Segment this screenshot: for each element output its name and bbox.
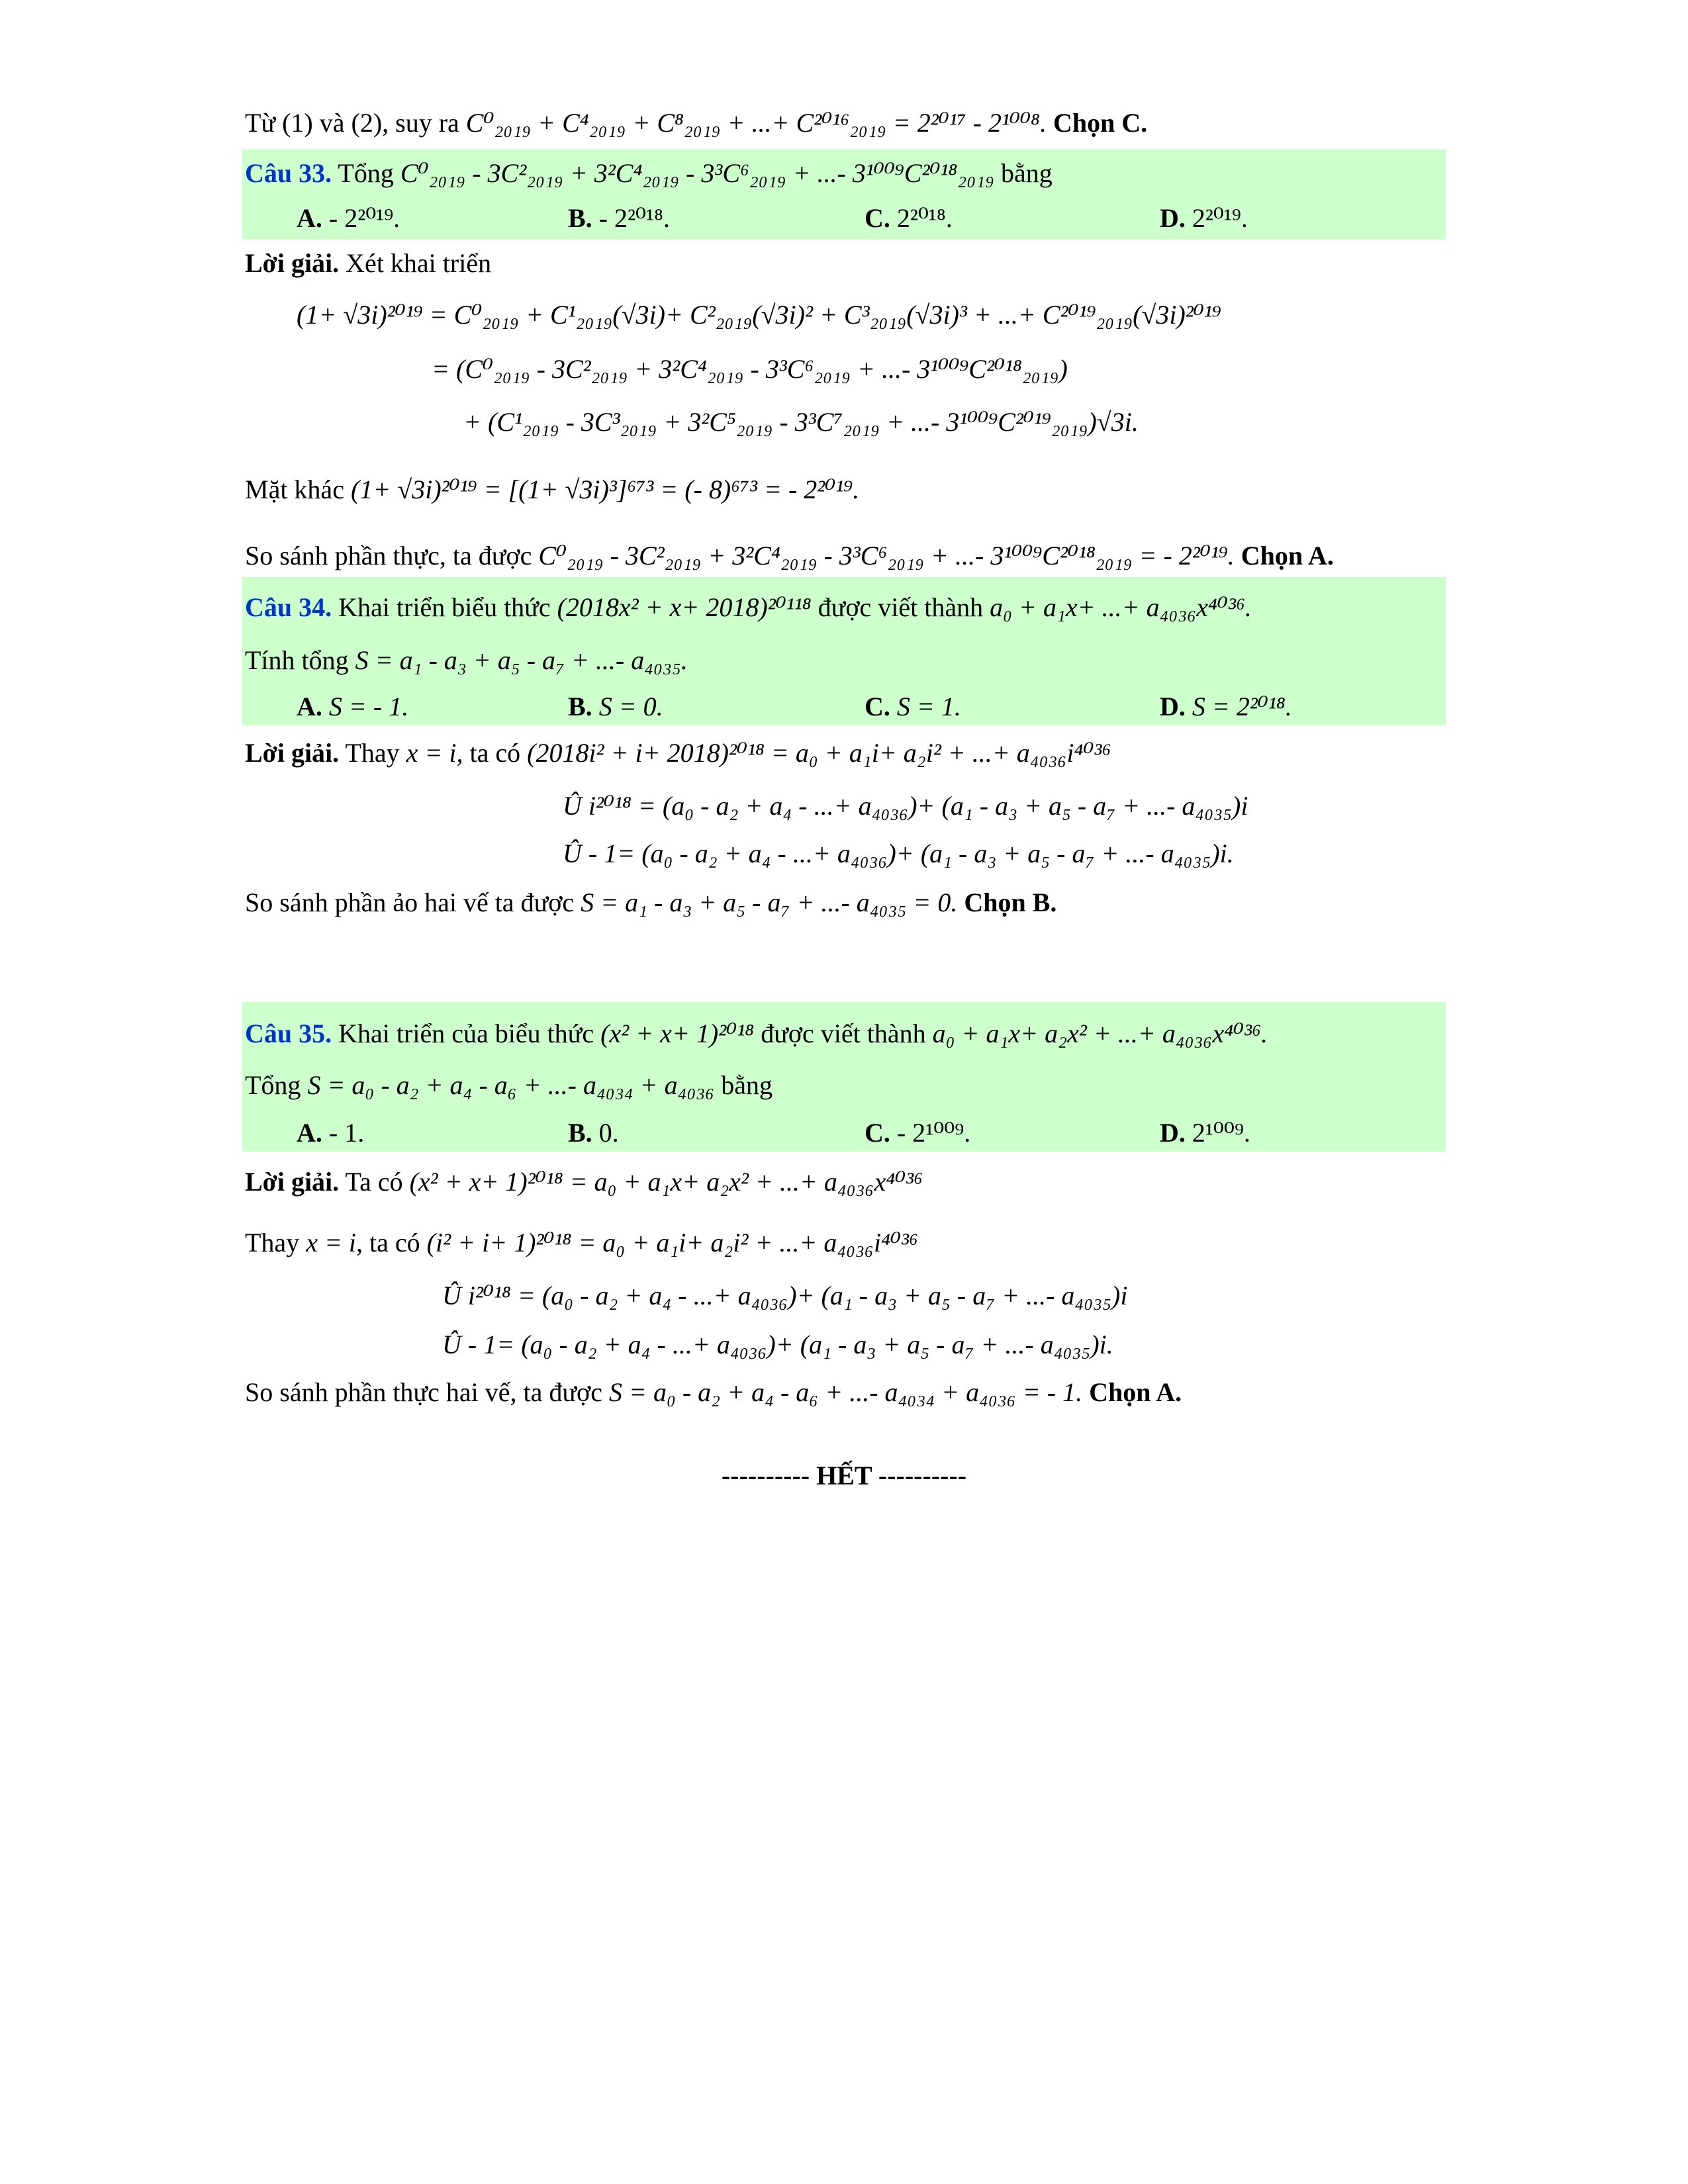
- q35-solution-line1: [245, 1163, 923, 1201]
- q33-compare: [245, 537, 1334, 574]
- q35-eq3: Û - 1= (a₀ - a₂ + a₄ - ...+ a₄₀₃₆)+ (a₁ - a₃ + a₅ - a₇ + ...- a₄₀₃₅)i.: [442, 1330, 1113, 1359]
- intro-lead: Từ (1) và (2), suy ra: [245, 108, 459, 138]
- q33-other: [245, 471, 859, 508]
- q34-mid: được viết thành: [818, 592, 984, 622]
- option-label: B.: [568, 1118, 592, 1148]
- q33-math: C⁰₂₀₁₉ - 3C²₂₀₁₉ + 3²C⁴₂₀₁₉ - 3³C⁶₂₀₁₉ + ...- 3¹⁰⁰⁹C²⁰¹⁸₂₀₁₉: [400, 158, 995, 188]
- q33-label: Câu 33.: [245, 158, 332, 188]
- other-lead: Mặt khác: [245, 475, 344, 504]
- compare-answer: Chọn A.: [1241, 541, 1334, 570]
- option-label: A.: [297, 203, 322, 233]
- end-marker: ---------- HẾT ----------: [721, 1461, 967, 1490]
- q34-eq3: Û - 1= (a₀ - a₂ + a₄ - ...+ a₄₀₃₆)+ (a₁ - a₃ + a₅ - a₇ + ...- a₄₀₃₅)i.: [563, 839, 1234, 868]
- solution-lead: Thay: [345, 738, 400, 768]
- compare-lead: So sánh phần ảo hai vế ta được: [245, 887, 575, 917]
- compare-lead: So sánh phần thực hai vế, ta được: [245, 1377, 602, 1407]
- q34-stem-text: Khai triển biểu thức: [338, 592, 551, 622]
- q34-stem: [245, 589, 1252, 626]
- intro-line: [245, 105, 1147, 142]
- option-value: - 2¹⁰⁰⁹.: [896, 1118, 971, 1148]
- solution-label: Lời giải.: [245, 738, 340, 768]
- option-value: S = 1.: [896, 692, 961, 721]
- option-label: C.: [865, 692, 890, 721]
- solution-sub-mid: ta có: [369, 1228, 420, 1257]
- option-value: S = - 1.: [328, 692, 409, 721]
- q33-stem-text: Tổng: [338, 158, 394, 188]
- q33-option-c[interactable]: [865, 200, 953, 237]
- solution-sub-lead: Thay: [245, 1228, 300, 1257]
- option-value: - 2²⁰¹⁹.: [328, 203, 400, 233]
- q34-option-c[interactable]: [865, 688, 961, 725]
- option-label: C.: [865, 1118, 890, 1148]
- q34-option-b[interactable]: [568, 688, 663, 725]
- q35-option-d[interactable]: [1160, 1115, 1250, 1152]
- q35-line2: [245, 1067, 773, 1104]
- q34-poly: a₀ + a₁x+ ...+ a₄₀₃₆x⁴⁰³⁶.: [990, 592, 1252, 622]
- solution-sub: x = i,: [406, 738, 463, 768]
- option-value: S = 0.: [598, 692, 663, 721]
- compare-answer: Chọn A.: [1089, 1377, 1182, 1407]
- solution-intro: Xét khai triển: [346, 248, 492, 278]
- q33-option-d[interactable]: [1160, 200, 1248, 237]
- q33-option-a[interactable]: [297, 200, 400, 237]
- q34-line2-math: S = a₁ - a₃ + a₅ - a₇ + ...- a₄₀₃₅.: [355, 645, 688, 675]
- q34-line2: [245, 642, 688, 679]
- q35-solution-line2: [245, 1224, 918, 1261]
- q35-poly: a₀ + a₁x+ a₂x² + ...+ a₄₀₃₆x⁴⁰³⁶.: [932, 1019, 1268, 1048]
- option-label: A.: [297, 1118, 322, 1148]
- option-label: D.: [1160, 1118, 1186, 1148]
- solution-eq1: (2018i² + i+ 2018)²⁰¹⁸ = a₀ + a₁i+ a₂i² + ...+ a₄₀₃₆i⁴⁰³⁶: [527, 738, 1111, 768]
- q35-line2-lead: Tổng: [245, 1070, 301, 1100]
- compare-lead: So sánh phần thực, ta được: [245, 541, 532, 570]
- q35-option-a[interactable]: [297, 1115, 364, 1152]
- option-label: D.: [1160, 203, 1186, 233]
- compare-math: S = a₀ - a₂ + a₄ - a₆ + ...- a₄₀₃₄ + a₄₀₃₆ = - 1.: [608, 1377, 1083, 1407]
- intro-math: C⁰₂₀₁₉ + C⁴₂₀₁₉ + C⁸₂₀₁₉ + ...+ C²⁰¹⁶₂₀₁₉ = 2²⁰¹⁷ - 2¹⁰⁰⁸.: [465, 108, 1047, 138]
- q33-eq1: (1+ √3i)²⁰¹⁹ = C⁰₂₀₁₉ + C¹₂₀₁₉(√3i)+ C²₂₀₁₉(√3i)² + C³₂₀₁₉(√3i)³ + ...+ C²⁰¹⁹₂₀₁₉(√3i)²⁰¹⁹: [297, 300, 1221, 330]
- option-label: B.: [568, 203, 592, 233]
- q35-mid: được viết thành: [761, 1019, 926, 1048]
- q33-solution-intro: [245, 245, 491, 282]
- q34-expr: (2018x² + x+ 2018)²⁰¹¹⁸: [557, 592, 812, 622]
- solution-label: Lời giải.: [245, 248, 340, 278]
- q33-option-b[interactable]: [568, 200, 670, 237]
- option-label: C.: [865, 203, 890, 233]
- solution-label: Lời giải.: [245, 1167, 340, 1197]
- q35-stem: [245, 1015, 1268, 1052]
- q34-label: Câu 34.: [245, 592, 332, 622]
- option-value: 2¹⁰⁰⁹.: [1192, 1118, 1250, 1148]
- compare-math: C⁰₂₀₁₉ - 3C²₂₀₁₉ + 3²C⁴₂₀₁₉ - 3³C⁶₂₀₁₉ + ...- 3¹⁰⁰⁹C²⁰¹⁸₂₀₁₉ = - 2²⁰¹⁹.: [538, 541, 1235, 570]
- q33-tail: bằng: [1001, 158, 1053, 188]
- q35-compare: [245, 1374, 1182, 1411]
- solution-eq1: (i² + i+ 1)²⁰¹⁸ = a₀ + a₁i+ a₂i² + ...+ a₄₀₃₆i⁴⁰³⁶: [426, 1228, 918, 1257]
- q35-line2-math: S = a₀ - a₂ + a₄ - a₆ + ...- a₄₀₃₄ + a₄₀₃₆: [307, 1070, 715, 1100]
- compare-math: S = a₁ - a₃ + a₅ - a₇ + ...- a₄₀₃₅ = 0.: [581, 887, 958, 917]
- q35-expr: (x² + x+ 1)²⁰¹⁸: [600, 1019, 755, 1048]
- option-value: - 1.: [328, 1118, 365, 1148]
- q35-stem-text: Khai triển của biểu thức: [338, 1019, 594, 1048]
- option-label: D.: [1160, 692, 1186, 721]
- option-value: 0.: [598, 1118, 619, 1148]
- q34-eq2: Û i²⁰¹⁸ = (a₀ - a₂ + a₄ - ...+ a₄₀₃₆)+ (a₁ - a₃ + a₅ - a₇ + ...- a₄₀₃₅)i: [563, 791, 1248, 821]
- option-label: A.: [297, 692, 322, 721]
- q35-label: Câu 35.: [245, 1019, 332, 1048]
- solution-eq0: (x² + x+ 1)²⁰¹⁸ = a₀ + a₁x+ a₂x² + ...+ a₄₀₃₆x⁴⁰³⁶: [409, 1167, 923, 1197]
- q35-option-b[interactable]: [568, 1115, 619, 1152]
- q34-compare: [245, 884, 1056, 921]
- option-value: - 2²⁰¹⁸.: [598, 203, 670, 233]
- q34-solution-line1: [245, 735, 1111, 772]
- q34-option-d[interactable]: [1160, 688, 1292, 725]
- solution-sub: x = i,: [306, 1228, 363, 1257]
- option-label: B.: [568, 692, 592, 721]
- q34-option-a[interactable]: [297, 688, 408, 725]
- solution-lead: Ta có: [345, 1167, 403, 1197]
- option-value: 2²⁰¹⁹.: [1192, 203, 1248, 233]
- solution-mid: ta có: [469, 738, 521, 768]
- option-value: 2²⁰¹⁸.: [896, 203, 953, 233]
- q35-line2-tail: bằng: [721, 1070, 773, 1100]
- q35-eq2: Û i²⁰¹⁸ = (a₀ - a₂ + a₄ - ...+ a₄₀₃₆)+ (a₁ - a₃ + a₅ - a₇ + ...- a₄₀₃₅)i: [442, 1281, 1128, 1310]
- intro-answer: Chọn C.: [1053, 108, 1148, 138]
- q35-option-c[interactable]: [865, 1115, 970, 1152]
- option-value: S = 2²⁰¹⁸.: [1192, 692, 1292, 721]
- q33-stem: [245, 155, 1053, 192]
- q33-eq3: + (C¹₂₀₁₉ - 3C³₂₀₁₉ + 3²C⁵₂₀₁₉ - 3³C⁷₂₀₁₉ + ...- 3¹⁰⁰⁹C²⁰¹⁹₂₀₁₉)√3i.: [463, 407, 1139, 437]
- other-math: (1+ √3i)²⁰¹⁹ = [(1+ √3i)³]⁶⁷³ = (- 8)⁶⁷³ = - 2²⁰¹⁹.: [350, 475, 860, 504]
- q34-line2-lead: Tính tổng: [245, 645, 349, 675]
- q33-eq2: = (C⁰₂₀₁₉ - 3C²₂₀₁₉ + 3²C⁴₂₀₁₉ - 3³C⁶₂₀₁₉ + ...- 3¹⁰⁰⁹C²⁰¹⁸₂₀₁₉): [432, 354, 1068, 384]
- compare-answer: Chọn B.: [964, 887, 1057, 917]
